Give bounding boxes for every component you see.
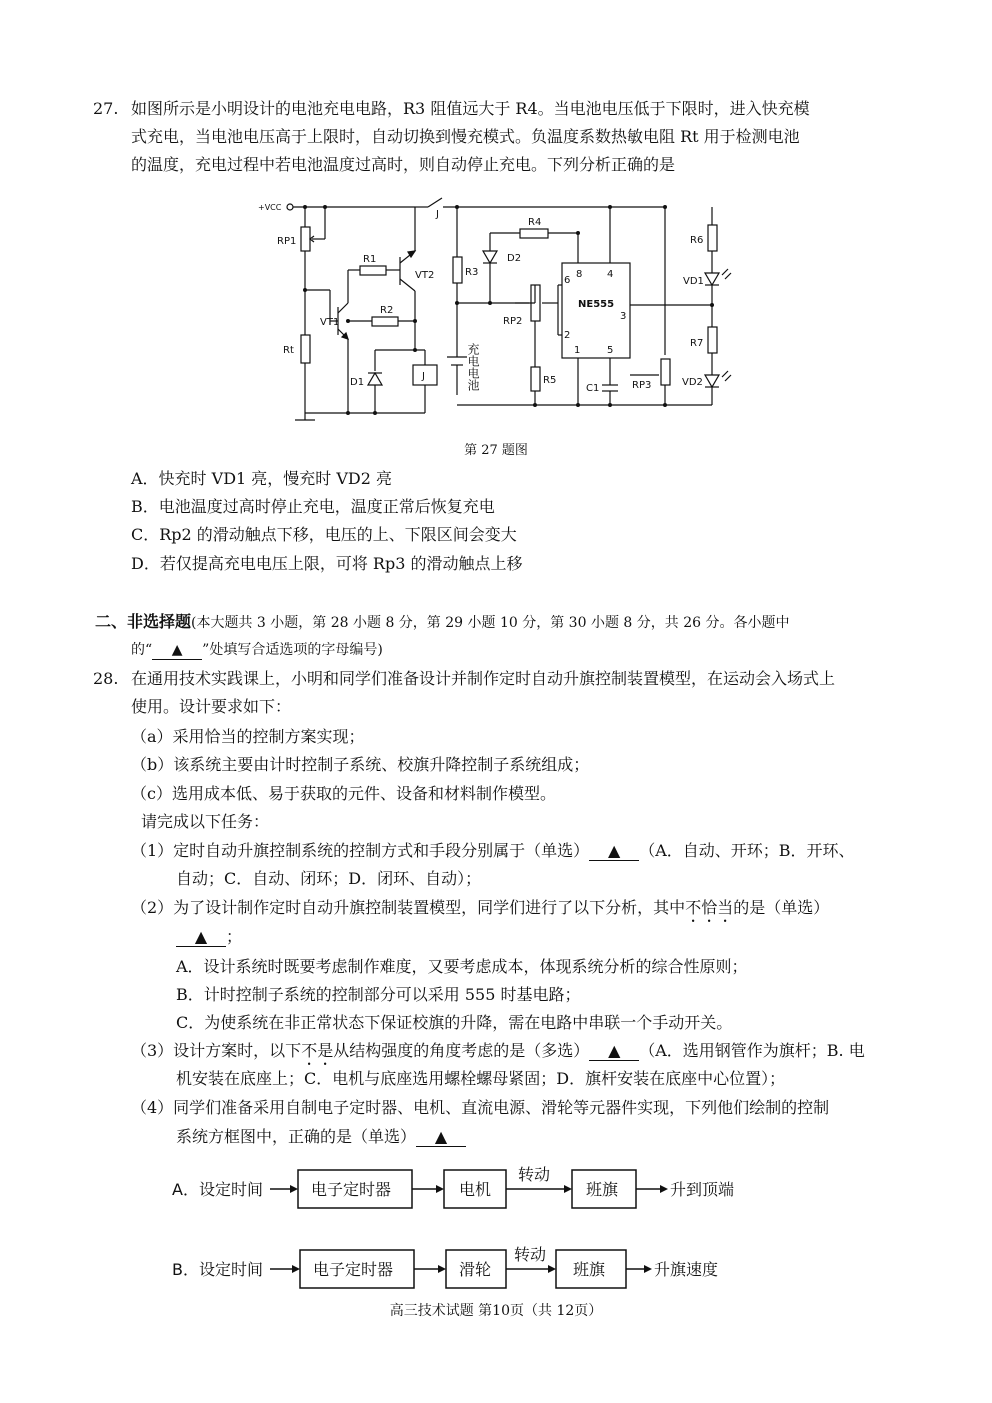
label-r6: R6 <box>690 235 704 246</box>
section-2-desc-line2 <box>131 639 383 661</box>
label-vd2: VD2 <box>682 377 703 388</box>
label-r2: R2 <box>380 305 394 316</box>
label-pin5: 5 <box>607 345 614 356</box>
task-1-pre: （1）定时自动升旗控制系统的控制方式和手段分别属于（单选） <box>131 841 590 860</box>
block-diagram-b <box>160 1238 780 1298</box>
label-r1: R1 <box>363 254 377 265</box>
page-footer: 高三技术试题 第10页（共 12页） <box>389 1303 603 1319</box>
diagram-b-arrow-label: 转动 <box>514 1245 547 1264</box>
label-rt: Rt <box>283 345 294 356</box>
task-3-line2: 机安装在底座上；C．电机与底座选用螺栓螺母紧固；D．旗杆安装在底座中心位置）； <box>176 1069 786 1088</box>
task-3-pre: （3）设计方案时，以下 <box>131 1041 302 1060</box>
option-27-b: B．电池温度过高时停止充电，温度正常后恢复充电 <box>131 497 495 516</box>
label-pin3: 3 <box>620 311 627 322</box>
figure-27-caption: 第 27 题图 <box>464 443 528 458</box>
section-2-desc-post: ”处填写合适选项的字母编号) <box>202 642 383 658</box>
diagram-b-label: B．设定时间 <box>172 1260 263 1279</box>
diagram-a-arrow-label: 转动 <box>518 1165 551 1184</box>
question-28-stem-line2: 使用。设计要求如下： <box>131 697 292 716</box>
task-4-line2 <box>176 1126 466 1148</box>
task-1-post: （A．自动、开环；B．开环、 <box>639 841 855 860</box>
label-ne555: NE555 <box>578 299 615 310</box>
label-c1: C1 <box>586 383 600 394</box>
block-diagram-a <box>160 1158 780 1218</box>
task-3-answer-blank: ▲ <box>589 1042 639 1061</box>
task-4-answer-blank: ▲ <box>416 1128 466 1147</box>
question-27-stem-line3: 的温度，充电过程中若电池温度过高时，则自动停止充电。下列分析正确的是 <box>131 155 676 174</box>
diagram-b-box-timer: 电子定时器 <box>313 1260 394 1279</box>
task-2-tail: ； <box>226 927 243 946</box>
label-battery: 充电电池 <box>466 343 480 391</box>
question-28-stem-line1: 在通用技术实践课上，小明和同学们准备设计并制作定时自动升旗控制装置模型，在运动会入场式上 <box>131 669 836 688</box>
task-3-emphasis: 不是 <box>301 1041 334 1060</box>
question-27-stem-line2: 式充电，当电池电压高于上限时，自动切换到慢充模式。负温度系数热敏电阻 Rt 用于检测电池 <box>131 127 800 146</box>
option-27-a: A．快充时 VD1 亮，慢充时 VD2 亮 <box>131 469 393 488</box>
task-2-line1 <box>131 897 829 926</box>
battery-charging-circuit-diagram <box>250 195 750 430</box>
label-r5: R5 <box>543 375 557 386</box>
task-2-option-c: C．为使系统在非正常状态下保证校旗的升降，需在电路中串联一个手动开关。 <box>176 1013 733 1032</box>
label-rp3: RP3 <box>632 380 652 391</box>
question-28-number: 28. <box>93 669 119 688</box>
question-27-stem-line1: 如图所示是小明设计的电池充电电路，R3 阻值远大于 R4。当电池电压低于下限时，进入快充模 <box>131 99 810 118</box>
diagram-b-box-flag: 班旗 <box>573 1260 606 1279</box>
option-27-c: C．Rp2 的滑动触点下移，电压的上、下限区间会变大 <box>131 525 517 544</box>
requirement-a: （a）采用恰当的控制方案实现； <box>131 727 365 746</box>
task-2-option-a: A．设计系统时既要考虑制作难度，又要考虑成本，体现系统分析的综合性原则； <box>176 957 748 976</box>
diagram-a-box-flag: 班旗 <box>586 1180 619 1199</box>
label-pin8: 8 <box>576 269 583 280</box>
task-4-line1: （4）同学们准备采用自制电子定时器、电机、直流电源、滑轮等元器件实现，下列他们绘制的控制 <box>131 1098 830 1117</box>
task-2-pre: （2）为了设计制作定时自动升旗控制装置模型，同学们进行了以下分析，其中 <box>131 898 686 917</box>
diagram-a-box-motor: 电机 <box>459 1180 492 1199</box>
label-r7: R7 <box>690 338 704 349</box>
task-2-answer-blank: ▲ <box>176 928 226 947</box>
label-vt2: VT2 <box>415 270 435 281</box>
diagram-a-output: 升到顶端 <box>670 1180 735 1199</box>
diagram-a-box-timer: 电子定时器 <box>311 1180 392 1199</box>
task-1-line2: 自动；C．自动、闭环；D．闭环、自动）； <box>176 869 482 888</box>
task-3-mid: 从结构强度的角度考虑的是（多选） <box>333 1041 590 1060</box>
section-2-title: 二、非选择题 <box>95 612 192 631</box>
task-1-answer-blank: ▲ <box>589 842 639 861</box>
label-rp2: RP2 <box>503 316 523 327</box>
task-4-question: 系统方框图中，正确的是（单选） <box>176 1127 417 1146</box>
label-r3: R3 <box>465 267 479 278</box>
diagram-b-output: 升旗速度 <box>654 1260 719 1279</box>
answer-blank: ▲ <box>152 641 202 660</box>
section-2-desc-pre: 的“ <box>131 642 153 658</box>
label-vcc: +VCC <box>258 203 282 212</box>
task-2-emphasis: 不恰当 <box>685 898 734 917</box>
task-2-blank-line <box>176 926 242 948</box>
label-d1: D1 <box>350 377 365 388</box>
task-1-line1 <box>131 840 855 862</box>
label-rp1: RP1 <box>277 236 297 247</box>
label-vt1: VT1 <box>320 317 340 328</box>
label-pin6: 6 <box>564 275 571 286</box>
task-3-post: （A．选用钢管作为旗杆；B. 电 <box>639 1041 865 1060</box>
task-3-line1 <box>131 1040 865 1069</box>
task-intro: 请完成以下任务： <box>141 812 270 831</box>
section-2-desc-line1: (本大题共 3 小题，第 28 小题 8 分，第 29 小题 10 分，第 30 小题 8 分，共 26 分。各小题中 <box>191 615 790 631</box>
label-pin4: 4 <box>607 269 614 280</box>
label-pin1: 1 <box>574 345 581 356</box>
option-27-d: D．若仅提高充电电压上限，可将 Rp3 的滑动触点上移 <box>131 554 523 573</box>
label-pin2: 2 <box>564 330 571 341</box>
diagram-b-box-pulley: 滑轮 <box>459 1260 492 1279</box>
label-vd1: VD1 <box>683 276 704 287</box>
label-r4: R4 <box>528 217 542 228</box>
label-relay-j: J <box>422 371 425 382</box>
requirement-c: （c）选用成本低、易于获取的元件、设备和材料制作模型。 <box>131 784 556 803</box>
label-d2: D2 <box>507 253 522 264</box>
diagram-a-label: A．设定时间 <box>172 1180 263 1199</box>
label-switch-j: J <box>436 209 439 220</box>
section-2-heading <box>95 611 789 634</box>
task-2-post: 的是（单选） <box>733 898 830 917</box>
task-2-option-b: B．计时控制子系统的控制部分可以采用 555 时基电路； <box>176 985 581 1004</box>
requirement-b: （b）该系统主要由计时控制子系统、校旗升降控制子系统组成； <box>131 755 590 774</box>
question-27-number: 27. <box>93 99 119 118</box>
